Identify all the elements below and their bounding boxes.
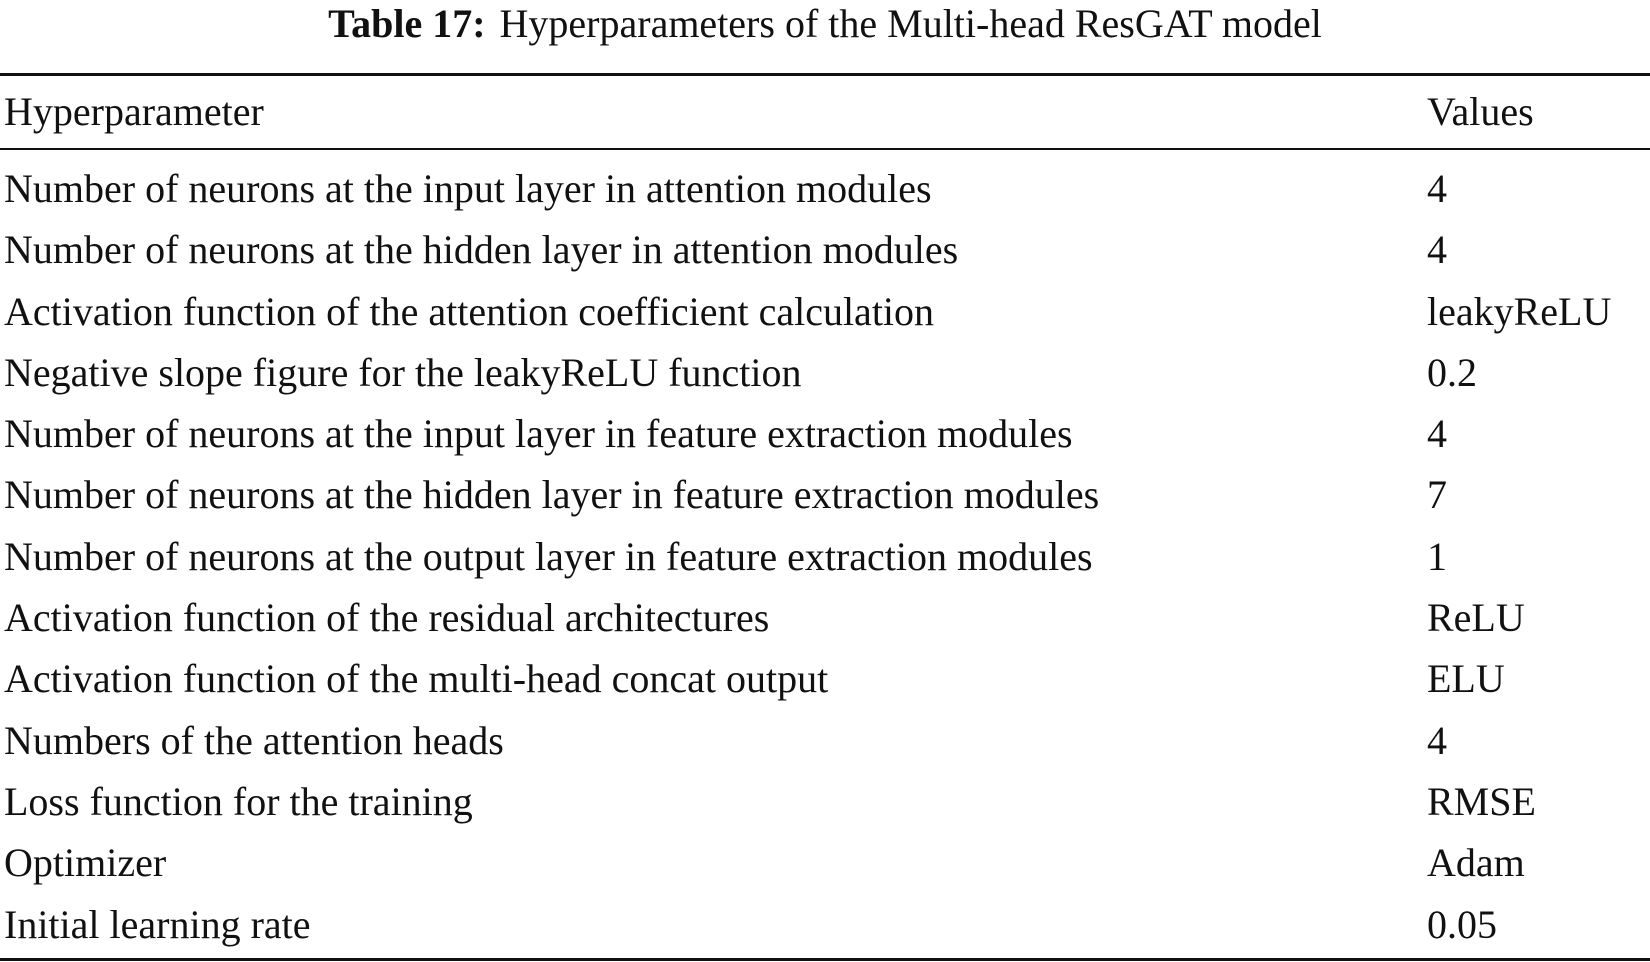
table-row	[0, 342, 1650, 403]
table-caption-label: Table 17:	[328, 1, 486, 46]
hyperparameter-cell: Initial learning rate	[4, 901, 311, 947]
value-cell: 4	[1427, 227, 1447, 273]
table-row	[0, 710, 1650, 771]
table-top-rule	[0, 73, 1650, 76]
value-cell: RMSE	[1427, 778, 1536, 824]
value-cell: 1	[1427, 533, 1447, 579]
hyperparameter-cell: Number of neurons at the input layer in feature extraction modules	[4, 411, 1073, 457]
value-cell: leakyReLU	[1427, 288, 1612, 334]
hyperparameter-cell: Negative slope figure for the leakyReLU function	[4, 349, 802, 395]
table-row	[0, 403, 1650, 464]
table-header-row	[0, 80, 1650, 144]
hyperparameter-cell: Loss function for the training	[4, 778, 473, 824]
hyperparameter-cell: Activation function of the multi-head concat output	[4, 656, 829, 702]
value-cell: ReLU	[1427, 595, 1525, 641]
value-cell: 4	[1427, 411, 1447, 457]
hyperparameter-cell: Activation function of the residual architectures	[4, 595, 770, 641]
value-cell: ELU	[1427, 656, 1505, 702]
hyperparameter-cell: Activation function of the attention coefficient calculation	[4, 288, 935, 334]
table-row	[0, 281, 1650, 342]
table-row	[0, 158, 1650, 219]
hyperparameter-cell: Numbers of the attention heads	[4, 717, 504, 763]
value-cell: 4	[1427, 717, 1447, 763]
table-row	[0, 526, 1650, 587]
value-cell: Adam	[1427, 840, 1525, 886]
table-row	[0, 771, 1650, 832]
table-row	[0, 894, 1650, 955]
table-row	[0, 648, 1650, 709]
column-header-values: Values	[1427, 89, 1534, 134]
table-row	[0, 464, 1650, 525]
table-bottom-rule	[0, 958, 1650, 961]
table-body	[0, 158, 1650, 955]
table-row	[0, 219, 1650, 280]
value-cell: 0.2	[1427, 349, 1477, 395]
table-caption-title: Hyperparameters of the Multi-head ResGAT model	[499, 1, 1322, 46]
value-cell: 0.05	[1427, 901, 1497, 947]
value-cell: 7	[1427, 472, 1447, 518]
hyperparameter-cell: Number of neurons at the hidden layer in attention modules	[4, 227, 959, 273]
value-cell: 4	[1427, 166, 1447, 211]
table-header-rule	[0, 148, 1650, 150]
hyperparameter-cell: Number of neurons at the output layer in feature extraction modules	[4, 533, 1093, 579]
column-header-hyperparameter: Hyperparameter	[4, 89, 264, 134]
hyperparameter-cell: Number of neurons at the hidden layer in feature extraction modules	[4, 472, 1100, 518]
table-row	[0, 832, 1650, 893]
hyperparameter-cell: Number of neurons at the input layer in attention modules	[4, 166, 932, 211]
table-caption	[0, 0, 1650, 48]
hyperparameter-cell: Optimizer	[4, 840, 167, 886]
table-row	[0, 587, 1650, 648]
